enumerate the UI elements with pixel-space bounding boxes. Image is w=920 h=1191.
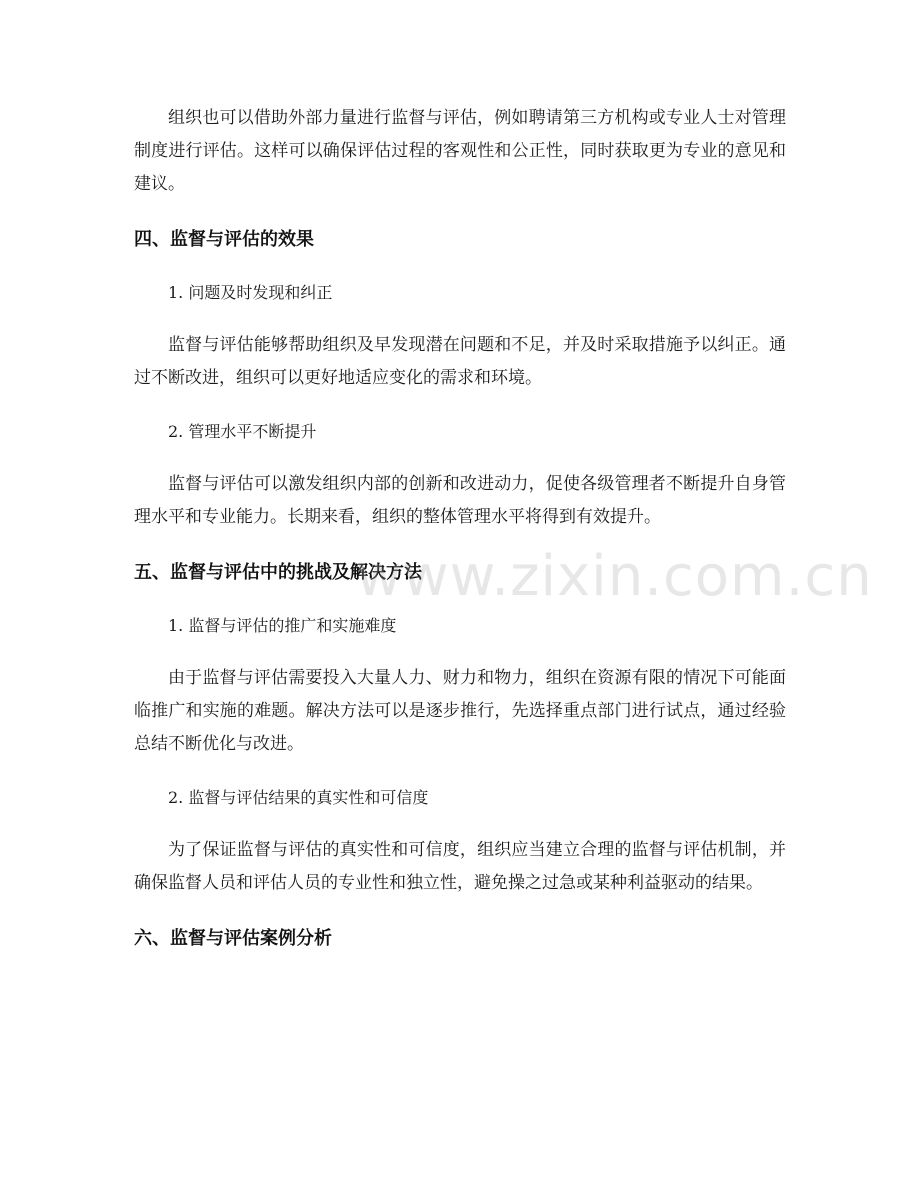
paragraph-management-level: 监督与评估可以激发组织内部的创新和改进动力，促使各级管理者不断提升自身管理水平和专业能力。长期来看，组织的整体管理水平将得到有效提升。 bbox=[134, 474, 786, 527]
spacer bbox=[134, 201, 786, 223]
spacer bbox=[134, 309, 786, 329]
subheading-implementation-difficulty: 1. 监督与评估的推广和实施难度 bbox=[168, 616, 397, 635]
subheading-management-level: 2. 管理水平不断提升 bbox=[168, 422, 317, 441]
paragraph-external-evaluation: 组织也可以借助外部力量进行监督与评估，例如聘请第三方机构或专业人士对管理制度进行评估。这样可以确保评估过程的客观性和公正性，同时获取更为专业的意见和建议。 bbox=[134, 108, 786, 194]
section-heading-effects: 四、监督与评估的效果 bbox=[134, 229, 314, 250]
spacer bbox=[134, 256, 786, 276]
paragraph-implementation-difficulty: 由于监督与评估需要投入大量人力、财力和物力，组织在资源有限的情况下可能面临推广和实施的难题。解决方法可以是逐步推行，先选择重点部门进行试点，通过经验总结不断优化与改进。 bbox=[134, 668, 786, 754]
subheading-authenticity: 2. 监督与评估结果的真实性和可信度 bbox=[168, 788, 429, 807]
spacer bbox=[134, 534, 786, 556]
subheading-timely-detection: 1. 问题及时发现和纠正 bbox=[168, 283, 333, 302]
document-body bbox=[134, 102, 786, 955]
section-heading-challenges: 五、监督与评估中的挑战及解决方法 bbox=[134, 562, 422, 583]
spacer bbox=[134, 642, 786, 662]
section-heading-case-study: 六、监督与评估案例分析 bbox=[134, 928, 332, 949]
paragraph-timely-detection: 监督与评估能够帮助组织及早发现潜在问题和不足，并及时采取措施予以纠正。通过不断改进，组织可以更好地适应变化的需求和环境。 bbox=[134, 335, 786, 388]
spacer bbox=[134, 395, 786, 415]
spacer bbox=[134, 900, 786, 922]
watermark-text: www.zixin.com.cn bbox=[356, 544, 873, 609]
spacer bbox=[134, 448, 786, 468]
paragraph-authenticity: 为了保证监督与评估的真实性和可信度，组织应当建立合理的监督与评估机制，并确保监督人员和评估人员的专业性和独立性，避免操之过急或某种利益驱动的结果。 bbox=[134, 840, 786, 893]
spacer bbox=[134, 589, 786, 609]
spacer bbox=[134, 761, 786, 781]
spacer bbox=[134, 814, 786, 834]
